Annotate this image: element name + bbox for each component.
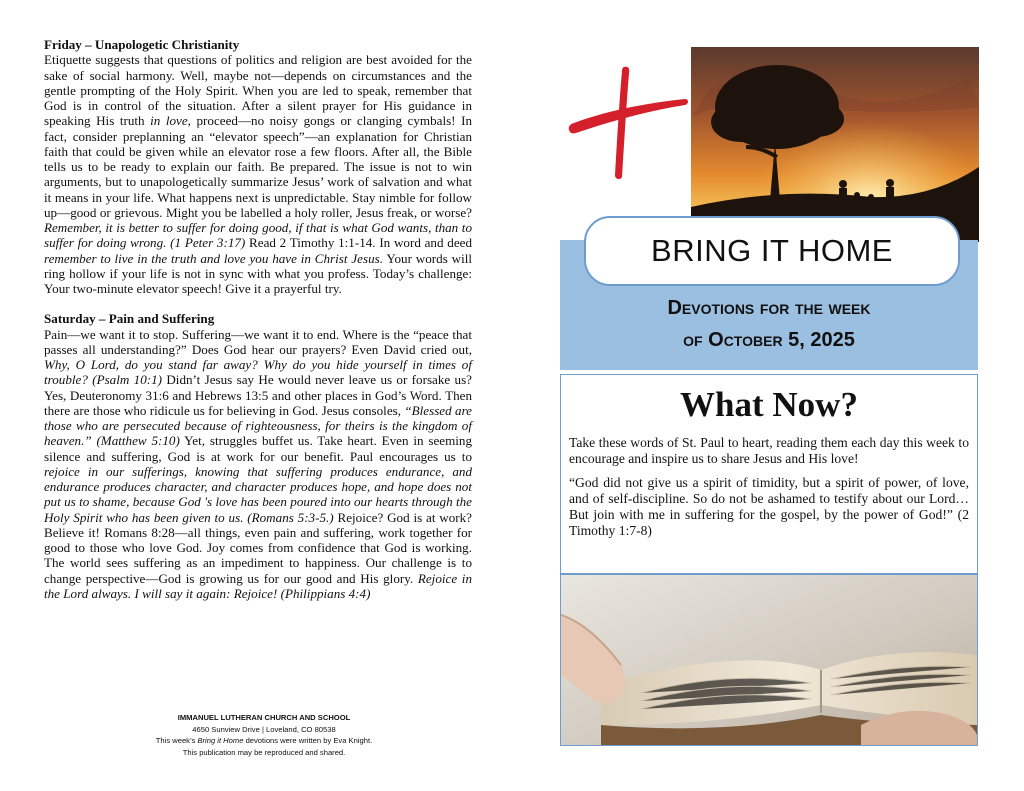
saturday-body [44, 327, 472, 602]
friday-italic-1: in love, [150, 113, 191, 129]
saturday-text-2: Didn’t Jesus say He would never leave us or forsake us? Yes, Deuteronomy 31:6 and Hebrews 13:5 and other places in God’s Word. Then there are those who ridicule us for believing in God. Jesus consoles, [44, 372, 472, 418]
intro-text: Take these words of St. Paul to heart, reading them each day this week to encourage and inspire us to share Jesus and His love! [569, 435, 969, 466]
saturday-title: Saturday – Pain and Suffering [44, 311, 215, 327]
church-name: IMMANUEL LUTHERAN CHURCH AND SCHOOL [177, 713, 351, 722]
left-column [44, 37, 472, 601]
main-title: BRING IT HOME [651, 233, 893, 268]
cross-icon [566, 65, 690, 180]
friday-italic-2: Remember, it is better to suffer for doing good, if that is what God wants, than to suffer for doing wrong. (1 Peter 3:17) [44, 220, 472, 251]
friday-italic-3: remember to live in the truth and love you have in Christ Jesus. [44, 250, 383, 266]
friday-title: Friday – Unapologetic Christianity [44, 37, 240, 52]
subtitle-line-1: Devotions for the week [667, 297, 871, 319]
saturday-text-3: Yet, struggles buffet us. Take heart. Even in seeming silence and suffering, God is at work for our benefit. Paul encourages us to [44, 433, 472, 464]
title-pill [584, 216, 960, 286]
saturday-text-1: Pain—we want it to stop. Suffering—we want it to end. Where is the “peace that passes all understanding?” Does God hear our prayers? Even David cried out, [44, 326, 472, 357]
saturday-italic-2: “Blessed are those who are persecuted because of righteousness, for theirs is the kingdom of heaven.” (Matthew 5:10) [44, 402, 472, 449]
church-address: 4650 Sunview Drive | Loveland, CO 80538 [192, 724, 336, 734]
credit-text-a: This week’s [155, 736, 198, 745]
friday-body [44, 52, 472, 296]
friday-text-4: Your words will ring hollow if your life is not in sync with what you profess. Today’s challenge: Your two-minute elevator speech! Give it a prayerful try. [44, 250, 472, 296]
friday-text-2: proceed—no noisy gongs or clanging cymbals! In fact, consider preplanning an “elevator speech”—an explanation for Christian faith that could be given while an elevator rose a few floors. After all, the Bible tells us to be ready to explain our faith. Be prepared. The issue is not to win arguments, but to unapologetically summarize Jesus’ work of salvation and what it means in your life. What happens next is unpredictable. Stay nimble for follow up—good or grievous. Might you be labelled a holy roller, Jesus freak, or worse? [44, 113, 472, 220]
verse-text: “God did not give us a spirit of timidity, but a spirit of power, of love, and of self-discipline. So do not be ashamed to testify about our Lord… But join with me in suffering for the gospel, by the power of God!” (2 Timothy 1:7-8) [569, 475, 969, 538]
section-gap [44, 296, 472, 311]
friday-text-1: Etiquette suggests that questions of politics and religion are best avoided for the sake of social harmony. Well, maybe not—depends on circumstances and the gentle prompting of the Holy Spirit. When you are led to speak, remember that God is in control of the situation. After a silent prayer for His guidance in speaking His truth [44, 52, 472, 129]
saturday-text-4: Rejoice? God is at work? Believe it! Romans 8:28—all things, even pain and suffering, work together for good to those who love God. Joy comes from confidence that God is working. The world sees suffering as an impediment to happiness. Our challenge is to change perspective—God is growing us for our good and His glory. [44, 509, 472, 586]
credit-text-b: devotions were written by Eva Knight. [243, 736, 373, 745]
devotions-subtitle [560, 292, 978, 356]
subtitle-line-2: of October 5, 2025 [683, 329, 855, 351]
reproduction-notice: This publication may be reproduced and shared. [182, 747, 346, 757]
open-bible-image [560, 574, 978, 746]
saturday-italic-3: rejoice in our sufferings, knowing that suffering produces endurance, and endurance produces character, and character produces hope, and hope does not put us to shame, because God 's love has been poured into our hearts through the Holy Spirit who has been given to us. (Romans 5:3-5.) [44, 463, 472, 525]
what-now-heading: What Now? [680, 385, 858, 424]
author-credit [104, 735, 424, 747]
friday-text-3: Read 2 Timothy 1:1-14. In word and deed [245, 235, 472, 251]
family-sunset-image [691, 47, 979, 242]
saturday-italic-1: Why, O Lord, do you stand far away? Why do you hide yourself in times of trouble? (Psalm 10:1) [44, 357, 472, 388]
saturday-italic-4: Rejoice in the Lord always. I will say it again: Rejoice! (Philippians 4:4) [44, 570, 472, 601]
church-footer [104, 712, 424, 758]
what-now-box [560, 374, 978, 574]
credit-italic: Bring it Home [197, 736, 244, 745]
